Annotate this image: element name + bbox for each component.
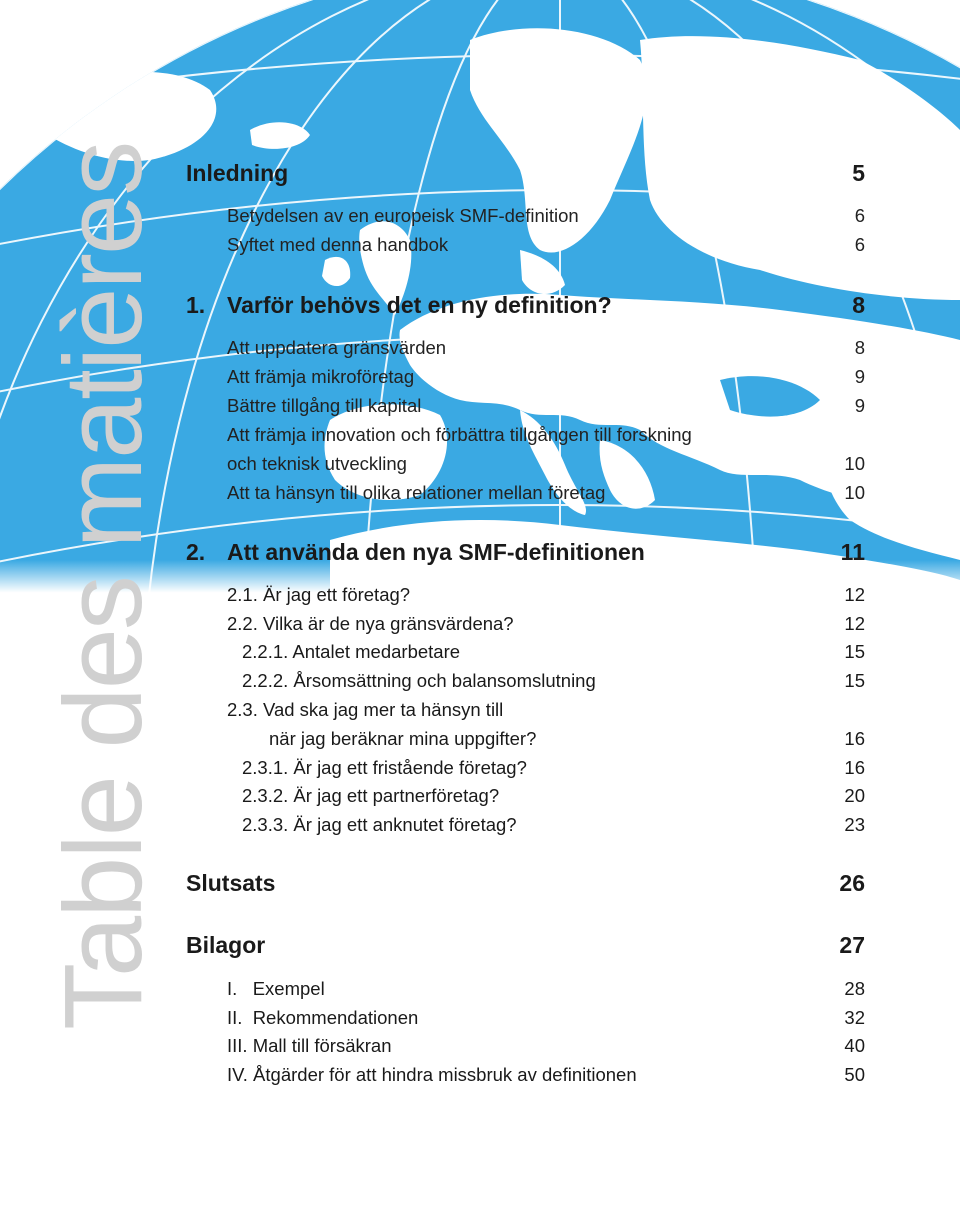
toc-label: när jag beräknar mina uppgifter? <box>269 728 537 749</box>
toc-page: 12 <box>844 613 865 634</box>
toc-label: 2.3. Vad ska jag mer ta hänsyn till <box>227 699 504 720</box>
toc-entry[interactable] <box>227 234 865 256</box>
toc-label: Varför behövs det en ny definition? <box>227 292 612 318</box>
toc-entry[interactable] <box>227 1064 865 1086</box>
toc-page: 9 <box>854 366 865 387</box>
toc-label: Att främja innovation och förbättra tillgången till forskning <box>227 424 692 445</box>
toc-entry[interactable] <box>227 205 865 227</box>
toc-page: 16 <box>844 728 865 749</box>
toc-label: Syftet med denna handbok <box>227 234 449 255</box>
toc-entry[interactable] <box>227 337 865 359</box>
toc-entry[interactable] <box>242 814 865 836</box>
toc-label: 2.2.2. Årsomsättning och balansomslutning <box>242 670 596 691</box>
toc-label: och teknisk utveckling <box>227 453 407 474</box>
toc-entry[interactable] <box>227 482 865 504</box>
toc-page: 6 <box>854 234 865 255</box>
toc-entry-chapter-2[interactable] <box>186 539 865 566</box>
toc-page: 20 <box>844 785 865 806</box>
toc-page: 11 <box>840 539 865 565</box>
toc-page: 8 <box>854 337 865 358</box>
toc-entry[interactable] <box>242 670 865 692</box>
side-title: Table des matières <box>42 142 165 1030</box>
toc-entry[interactable] <box>242 757 865 779</box>
toc-page: 9 <box>854 395 865 416</box>
toc-entry[interactable] <box>242 785 865 807</box>
toc-label: Att använda den nya SMF-definitionen <box>227 539 645 565</box>
toc-page: 10 <box>844 453 865 474</box>
toc-page: 6 <box>854 205 865 226</box>
toc-page: 23 <box>844 814 865 835</box>
toc-label: Bättre tillgång till kapital <box>227 395 422 416</box>
toc-page: 26 <box>839 870 865 896</box>
toc-entry[interactable] <box>242 641 865 663</box>
chapter-number: 1. <box>186 292 206 318</box>
toc-page: 12 <box>844 584 865 605</box>
toc-entry[interactable] <box>227 424 865 446</box>
toc-entry-bilagor[interactable] <box>186 932 865 959</box>
toc-entry[interactable] <box>227 978 865 1000</box>
toc-page: 10 <box>844 482 865 503</box>
toc-entry[interactable] <box>227 699 865 721</box>
toc-entry[interactable] <box>269 728 865 750</box>
toc-page: 5 <box>852 160 865 186</box>
toc-page: 27 <box>839 932 865 958</box>
toc-label: Inledning <box>186 160 289 186</box>
toc-entry[interactable] <box>227 613 865 635</box>
toc-page: 40 <box>844 1035 865 1056</box>
toc-page: 28 <box>844 978 865 999</box>
toc-label: Att ta hänsyn till olika relationer mellan företag <box>227 482 606 503</box>
toc-entry-inledning[interactable] <box>186 160 865 187</box>
toc-label: Att uppdatera gränsvärden <box>227 337 447 358</box>
toc-entry-chapter-1[interactable] <box>186 292 865 319</box>
toc-label: Att främja mikroföretag <box>227 366 415 387</box>
toc-label: I. Exempel <box>227 978 325 999</box>
toc-label: 2.1. Är jag ett företag? <box>227 584 411 605</box>
toc-label: 2.2.1. Antalet medarbetare <box>242 641 461 662</box>
chapter-number: 2. <box>186 539 206 565</box>
toc-page: 15 <box>844 641 865 662</box>
toc-page: 15 <box>844 670 865 691</box>
toc-label: Slutsats <box>186 870 276 896</box>
toc-entry[interactable] <box>227 1007 865 1029</box>
toc-label: II. Rekommendationen <box>227 1007 419 1028</box>
toc-label: 2.3.2. Är jag ett partnerföretag? <box>242 785 500 806</box>
toc-label: 2.3.1. Är jag ett fristående företag? <box>242 757 527 778</box>
toc-entry[interactable] <box>227 1035 865 1057</box>
toc-label: Betydelsen av en europeisk SMF-definition <box>227 205 579 226</box>
toc-entry[interactable] <box>227 395 865 417</box>
toc-entry[interactable] <box>227 453 865 475</box>
toc-label: IV. Åtgärder för att hindra missbruk av definitionen <box>227 1064 637 1085</box>
toc-entry[interactable] <box>227 366 865 388</box>
toc-label: III. Mall till försäkran <box>227 1035 392 1056</box>
toc-entry-slutsats[interactable] <box>186 870 865 897</box>
toc-page: 50 <box>844 1064 865 1085</box>
toc-label: 2.2. Vilka är de nya gränsvärdena? <box>227 613 514 634</box>
toc-label: 2.3.3. Är jag ett anknutet företag? <box>242 814 517 835</box>
toc-page: 8 <box>852 292 865 318</box>
toc-page: 32 <box>844 1007 865 1028</box>
toc-label: Bilagor <box>186 932 266 958</box>
toc-page: 16 <box>844 757 865 778</box>
toc-entry[interactable] <box>227 584 865 606</box>
